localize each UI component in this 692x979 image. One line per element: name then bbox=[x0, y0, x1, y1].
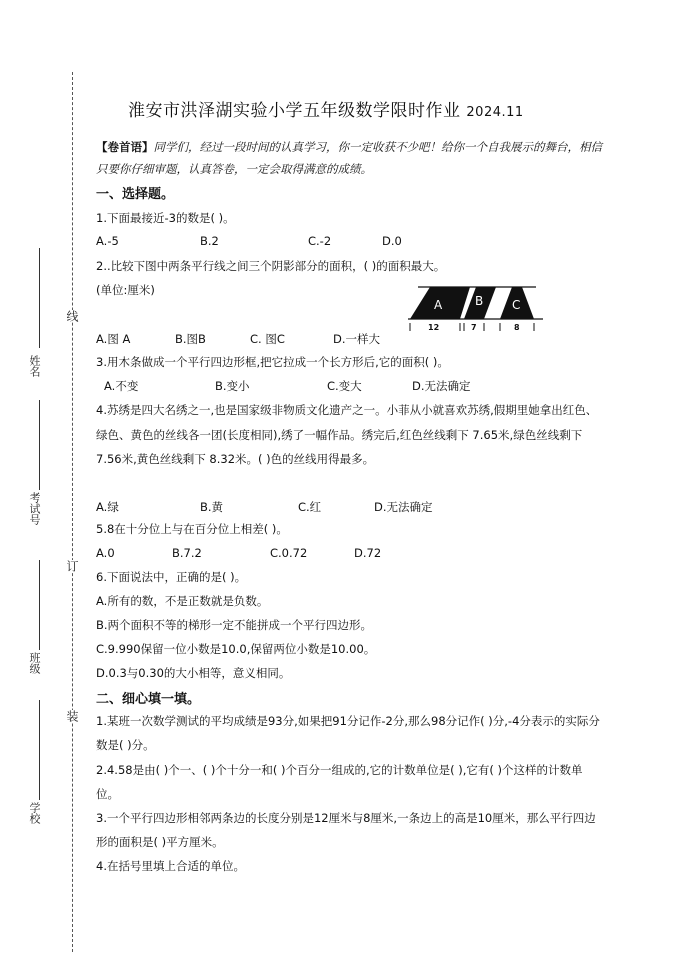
q4-option-c[interactable]: C.红 bbox=[298, 500, 322, 514]
intro-text: 同学们，经过一段时间的认真学习，你一定收获不少吧！给你一个自我展示的舞台，相信只要你仔细审题，认真答卷，一定会取得满意的成绩。 bbox=[96, 140, 602, 176]
shape-a-label: A bbox=[434, 298, 443, 312]
exam-number-blank-line[interactable] bbox=[39, 400, 40, 490]
q5-option-d[interactable]: D.72 bbox=[354, 546, 382, 560]
margin-mark-bind: 订 bbox=[65, 560, 79, 572]
q4-option-d[interactable]: D.无法确定 bbox=[374, 500, 433, 514]
q3-option-b[interactable]: B.变小 bbox=[215, 379, 250, 393]
q4-option-a[interactable]: A.绿 bbox=[96, 500, 119, 514]
class-label: 班级 bbox=[28, 652, 41, 674]
intro-paragraph bbox=[96, 136, 604, 180]
q2-text: 2..比较下图中两条平行线之间三个阴影部分的面积，( )的面积最大。 bbox=[96, 259, 446, 273]
name-label: 姓名 bbox=[28, 355, 41, 377]
section-title-fill: 二、细心填一填。 bbox=[96, 692, 201, 707]
fill-q3-text: 3.一个平行四边形相邻两条边的长度分别是12厘米与8厘米,一条边上的高是10厘米，那么平行四边形的面积是( )平方厘米。 bbox=[96, 811, 596, 849]
q3-option-d[interactable]: D.无法确定 bbox=[412, 379, 471, 393]
q2-figure bbox=[408, 285, 543, 333]
base-b-label: 7 bbox=[471, 323, 477, 332]
q1-option-d[interactable]: D.0 bbox=[382, 234, 402, 248]
q3-option-a[interactable]: A.不变 bbox=[104, 379, 139, 393]
q5-option-a[interactable]: A.0 bbox=[96, 546, 115, 560]
name-blank-line[interactable] bbox=[39, 248, 40, 348]
q1-option-b[interactable]: B.2 bbox=[200, 234, 219, 248]
school-blank-line[interactable] bbox=[39, 700, 40, 800]
margin-mark-pack: 装 bbox=[65, 710, 79, 722]
shape-c-label: C bbox=[512, 298, 521, 312]
q2-option-c[interactable]: C. 图C bbox=[250, 332, 285, 346]
title-year: 2024.11 bbox=[466, 105, 524, 120]
fill-q1-text: 1.某班一次数学测试的平均成绩是93分,如果把91分记作-2分,那么98分记作( )分,-4分表示的实际分数是( )分。 bbox=[96, 714, 600, 752]
title-text: 淮安市洪泽湖实验小学五年级数学限时作业 bbox=[128, 101, 461, 121]
fill-q2-text: 2.4.58是由( )个一、( )个十分一和( )个百分一组成的,它的计数单位是( ),它有( )个这样的计数单位。 bbox=[96, 763, 583, 801]
q1-text: 1.下面最接近-3的数是( )。 bbox=[96, 211, 235, 225]
base-c-label: 8 bbox=[514, 323, 520, 332]
section-title-choice: 一、选择题。 bbox=[96, 187, 175, 202]
q2-option-b[interactable]: B.图B bbox=[175, 332, 206, 346]
class-blank-line[interactable] bbox=[39, 560, 40, 650]
margin-mark-line: 线 bbox=[65, 310, 79, 322]
q5-option-c[interactable]: C.0.72 bbox=[270, 546, 308, 560]
binding-dashed-line bbox=[72, 72, 73, 952]
q6-statement-a[interactable]: A.所有的数，不是正数就是负数。 bbox=[96, 594, 269, 608]
q1-option-a[interactable]: A.-5 bbox=[96, 234, 119, 248]
q4-option-b[interactable]: B.黄 bbox=[200, 500, 224, 514]
q2-option-a[interactable]: A.图 A bbox=[96, 332, 131, 346]
q5-option-b[interactable]: B.7.2 bbox=[172, 546, 202, 560]
page-title bbox=[128, 96, 668, 121]
shape-b-label: B bbox=[475, 294, 484, 308]
fill-q4-text: 4.在括号里填上合适的单位。 bbox=[96, 859, 245, 873]
q1-option-c[interactable]: C.-2 bbox=[308, 234, 332, 248]
school-label: 学校 bbox=[28, 802, 41, 824]
q6-text: 6.下面说法中，正确的是( )。 bbox=[96, 570, 247, 584]
q6-statement-b[interactable]: B.两个面积不等的梯形一定不能拼成一个平行四边形。 bbox=[96, 618, 373, 632]
q3-option-c[interactable]: C.变大 bbox=[327, 379, 362, 393]
base-a-label: 12 bbox=[428, 323, 440, 332]
q4-text: 4.苏绣是四大名绣之一,也是国家级非物质文化遗产之一。小菲从小就喜欢苏绣,假期里她拿出红色、绿色、黄色的丝线各一团(长度相同),绣了一幅作品。绣完后,红色丝线剩下 7.65米,绿色丝线剩下 7.56米,黄色丝线剩下 8.32米。( )色的丝线用得最多。 bbox=[96, 403, 598, 466]
intro-lead: 【卷首语】 bbox=[96, 140, 154, 154]
exam-number-label: 考试号 bbox=[28, 492, 41, 525]
q6-statement-d[interactable]: D.0.3与0.30的大小相等，意义相同。 bbox=[96, 666, 291, 680]
q6-statement-c[interactable]: C.9.990保留一位小数是10.0,保留两位小数是10.00。 bbox=[96, 642, 376, 656]
q5-text: 5.8在十分位上与在百分位上相差( )。 bbox=[96, 522, 288, 536]
q2-unit: (单位:厘米) bbox=[96, 283, 155, 297]
q3-text: 3.用木条做成一个平行四边形框,把它拉成一个长方形后,它的面积( )。 bbox=[96, 355, 449, 369]
q2-option-d[interactable]: D.一样大 bbox=[333, 332, 381, 346]
